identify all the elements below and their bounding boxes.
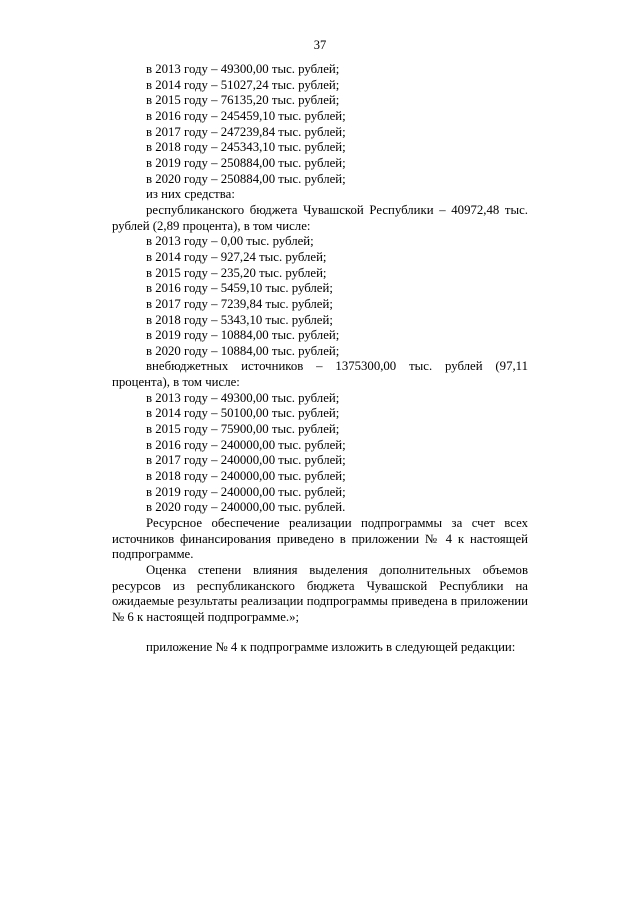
list-item: в 2019 году – 250884,00 тыс. рублей; (146, 155, 346, 170)
paragraph-spacer (112, 626, 528, 640)
list-item: в 2019 году – 240000,00 тыс. рублей; (146, 484, 346, 499)
list-item: в 2017 году – 240000,00 тыс. рублей; (146, 453, 346, 468)
list-item: в 2017 году – 7239,84 тыс. рублей; (146, 296, 333, 311)
page-number: 37 (313, 38, 327, 52)
offbudget-by-year-list (112, 391, 528, 516)
list-item: в 2020 году – 250884,00 тыс. рублей; (146, 171, 346, 186)
list-item: в 2020 году – 240000,00 тыс. рублей. (146, 500, 346, 515)
impact-assessment-paragraph: Оценка степени влияния выделения дополнительных объемов ресурсов из республиканского бюджета Чувашской Республики на ожидаемые результаты реализации подпрограммы приведена в приложении № 6 к настоящей подпрограмме.»; (112, 563, 528, 624)
list-item: в 2014 году – 927,24 тыс. рублей; (146, 249, 327, 264)
list-item: в 2016 году – 240000,00 тыс. рублей; (146, 437, 346, 452)
document-body (112, 62, 528, 655)
appendix-instruction-paragraph: приложение № 4 к подпрограмме изложить в следующей редакции: (146, 639, 516, 654)
list-item: в 2019 году – 10884,00 тыс. рублей; (146, 328, 340, 343)
list-item: из них средства: (146, 187, 235, 202)
list-item: в 2013 году – 49300,00 тыс. рублей; (146, 390, 340, 405)
list-item: в 2016 году – 245459,10 тыс. рублей; (146, 108, 346, 123)
list-item: в 2015 году – 76135,20 тыс. рублей; (146, 93, 340, 108)
list-item: в 2013 году – 0,00 тыс. рублей; (146, 234, 314, 249)
list-item: в 2018 году – 245343,10 тыс. рублей; (146, 140, 346, 155)
list-item: в 2018 году – 5343,10 тыс. рублей; (146, 312, 333, 327)
republican-budget-by-year-list (112, 234, 528, 359)
list-item: в 2017 году – 247239,84 тыс. рублей; (146, 124, 346, 139)
list-item: в 2015 году – 75900,00 тыс. рублей; (146, 422, 340, 437)
total-funding-by-year-list (112, 62, 528, 203)
list-item: в 2020 году – 10884,00 тыс. рублей; (146, 343, 340, 358)
list-item: в 2018 году – 240000,00 тыс. рублей; (146, 469, 346, 484)
list-item: в 2014 году – 50100,00 тыс. рублей; (146, 406, 340, 421)
list-item: в 2015 году – 235,20 тыс. рублей; (146, 265, 327, 280)
list-item: в 2016 году – 5459,10 тыс. рублей; (146, 281, 333, 296)
list-item: в 2013 году – 49300,00 тыс. рублей; (146, 62, 340, 76)
resource-provision-paragraph: Ресурсное обеспечение реализации подпрограммы за счет всех источников финансирования приведено в приложении № 4 к настоящей подпрограмме. (112, 516, 528, 562)
offbudget-sources-paragraph: внебюджетных источников – 1375300,00 тыс. рублей (97,11 процента), в том числе: (112, 359, 528, 390)
republican-budget-paragraph: республиканского бюджета Чувашской Республики – 40972,48 тыс. рублей (2,89 процента), в том числе: (112, 202, 528, 233)
list-item: в 2014 году – 51027,24 тыс. рублей; (146, 77, 340, 92)
